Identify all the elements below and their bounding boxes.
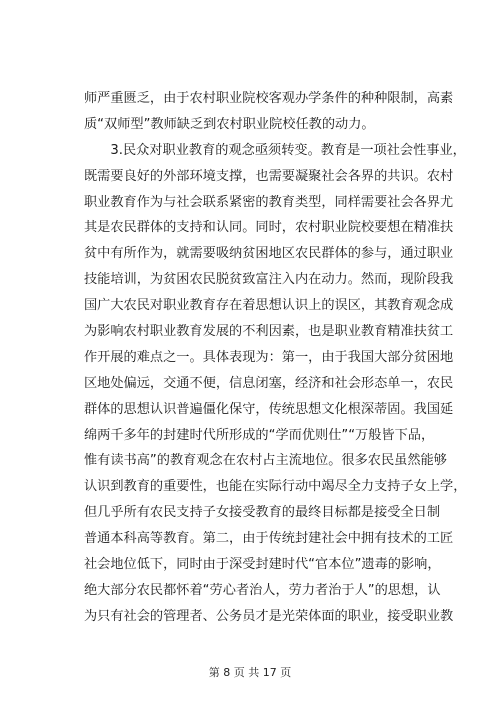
text-line: 质“双师型”教师缺乏到农村职业院校任教的动力。 <box>84 116 375 132</box>
text-line: 绵两千多年的封建时代所形成的“学而优则仕”“万般皆下品， <box>84 427 435 443</box>
text-line: 3.民众对职业教育的观念亟须转变。教育是一项社会性事业， <box>84 142 466 158</box>
text-line: 认识到教育的重要性，也能在实际行动中竭尽全力支持子女上学， <box>84 479 467 495</box>
body-text <box>84 86 467 630</box>
text-line: 贫中有所作为，就需要吸纳贫困地区农民群体的参与，通过职业 <box>84 246 454 262</box>
text-line: 师严重匮乏，由于农村职业院校客观办学条件的种种限制，高素 <box>84 91 454 106</box>
text-line: 社会地位低下，同时由于深受封建时代“官本位”遗毒的影响， <box>84 557 441 573</box>
text-line: 作开展的难点之一。具体表现为：第一，由于我国大部分贫困地 <box>84 349 454 365</box>
text-line: 群体的思想认识普遍僵化保守，传统思想文化根深蒂固。我国延 <box>84 401 454 417</box>
text-line: 为影响农村职业教育发展的不利因素，也是职业教育精准扶贫工 <box>84 324 454 340</box>
text-line: 国广大农民对职业教育存在着思想认识上的误区，其教育观念成 <box>84 298 454 314</box>
text-line: 区地处偏远，交通不便，信息闭塞，经济和社会形态单一，农民 <box>84 375 454 391</box>
text-line: 技能培训，为贫困农民脱贫致富注入内在动力。然而，现阶段我 <box>84 272 454 288</box>
text-line: 职业教育作为与社会联系紧密的教育类型，同样需要社会各界尤 <box>84 194 454 210</box>
page-footer: 第 8 页 共 17 页 <box>208 666 292 679</box>
text-line: 既需要良好的外部环境支撑，也需要凝聚社会各界的共识。农村 <box>84 168 454 184</box>
text-line: 为只有社会的管理者、公务员才是光荣体面的职业，接受职业教 <box>84 608 454 624</box>
text-line: 绝大部分农民都怀着“劳心者治人，劳力者治于人”的思想，认 <box>84 582 441 598</box>
text-line: 其是农民群体的支持和认同。同时，农村职业院校要想在精准扶 <box>84 220 454 236</box>
text-line: 惟有读书高”的教育观念在农村占主流地位。很多农民虽然能够 <box>84 453 447 469</box>
text-line: 但几乎所有农民支持子女接受教育的最终目标都是接受全日制 <box>84 505 441 521</box>
text-line: 普通本科高等教育。第二，由于传统封建社会中拥有技术的工匠 <box>84 531 454 547</box>
